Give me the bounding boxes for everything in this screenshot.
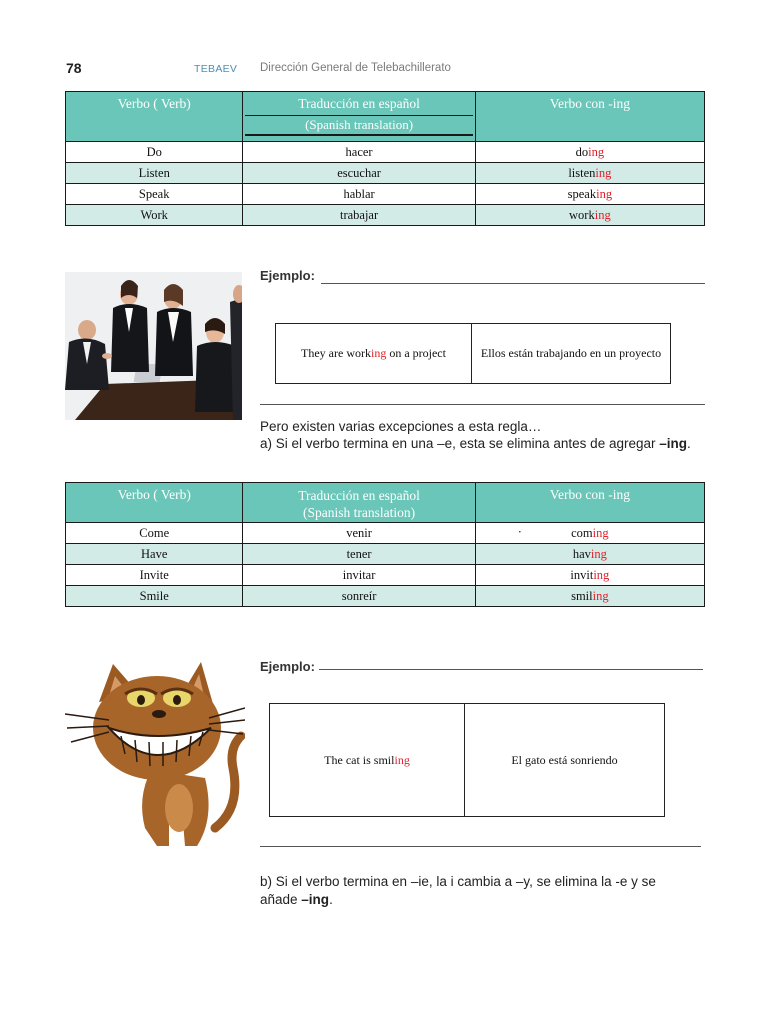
- cell-ing: doing: [475, 142, 704, 163]
- cell-verb: Work: [66, 205, 243, 226]
- example-box: [275, 323, 671, 384]
- table1-header-verb: Verbo ( Verb): [66, 92, 243, 142]
- cell-translation: venir: [243, 523, 475, 544]
- answer-line: [319, 669, 703, 670]
- cell-translation: tener: [243, 544, 475, 565]
- cell-ing: inviting: [475, 565, 704, 586]
- cell-translation: sonreír: [243, 586, 475, 607]
- rule-a: a) Si el verbo termina en una –e, esta se elimina antes de agregar –ing.: [260, 436, 691, 451]
- cell-verb: Invite: [66, 565, 243, 586]
- page-number: 78: [66, 60, 82, 76]
- example-label: Ejemplo:: [260, 268, 315, 283]
- table2-header-ing: Verbo con -ing: [475, 483, 704, 523]
- table-row: [66, 544, 705, 565]
- cell-verb: Do: [66, 142, 243, 163]
- stray-dot: ·: [517, 525, 522, 539]
- table2-header-verb: Verbo ( Verb): [66, 483, 243, 523]
- cell-verb: Listen: [66, 163, 243, 184]
- table2-header-translation: Traducción en español (Spanish translation): [243, 483, 475, 523]
- verb-table-1: [65, 91, 705, 226]
- rule-b: b) Si el verbo termina en –ie, la i cambia a –y, se elimina la -e y se añade –ing.: [260, 874, 656, 907]
- cell-ing: speaking: [475, 184, 704, 205]
- cell-translation: invitar: [243, 565, 475, 586]
- answer-line: [260, 404, 705, 405]
- example-spanish: El gato está sonriendo: [464, 704, 664, 816]
- cell-verb: Speak: [66, 184, 243, 205]
- table-row: [66, 523, 705, 544]
- table1-header-translation-sub: (Spanish translation): [245, 115, 472, 136]
- exceptions-intro: Pero existen varias excepciones a esta regla…: [260, 419, 542, 434]
- table-row: [66, 586, 705, 607]
- cell-ing: listening: [475, 163, 704, 184]
- cell-translation: trabajar: [243, 205, 475, 226]
- cell-ing: having: [475, 544, 704, 565]
- table-row: [66, 565, 705, 586]
- cell-translation: hablar: [243, 184, 475, 205]
- cell-ing: working: [475, 205, 704, 226]
- table-row: [66, 184, 705, 205]
- answer-line: [260, 846, 701, 847]
- table-row: [66, 163, 705, 184]
- verb-table-2: [65, 482, 705, 607]
- table-row: [66, 205, 705, 226]
- cell-ing: smiling: [475, 586, 704, 607]
- example-spanish: Ellos están trabajando en un proyecto: [471, 324, 670, 383]
- example-box: [269, 703, 665, 817]
- header-title: Dirección General de Telebachillerato: [260, 62, 451, 74]
- cell-verb: Come: [66, 523, 243, 544]
- business-meeting-photo: [65, 272, 242, 420]
- smiling-cat-illustration: [65, 658, 245, 850]
- table1-header-ing: Verbo con -ing: [475, 92, 704, 142]
- example-english: The cat is smiling: [324, 752, 410, 767]
- cell-translation: escuchar: [243, 163, 475, 184]
- cell-verb: Have: [66, 544, 243, 565]
- header-org: TEBAEV: [194, 63, 238, 75]
- cell-ing: · coming: [475, 523, 704, 544]
- table1-header-translation: Traducción en español (Spanish translation): [243, 92, 475, 142]
- cell-translation: hacer: [243, 142, 475, 163]
- table-row: [66, 142, 705, 163]
- cell-verb: Smile: [66, 586, 243, 607]
- example-english: They are working on a project: [301, 346, 446, 360]
- table2-header-translation-sub: (Spanish translation): [303, 505, 416, 520]
- answer-line: [321, 283, 705, 284]
- example-label: Ejemplo:: [260, 659, 315, 674]
